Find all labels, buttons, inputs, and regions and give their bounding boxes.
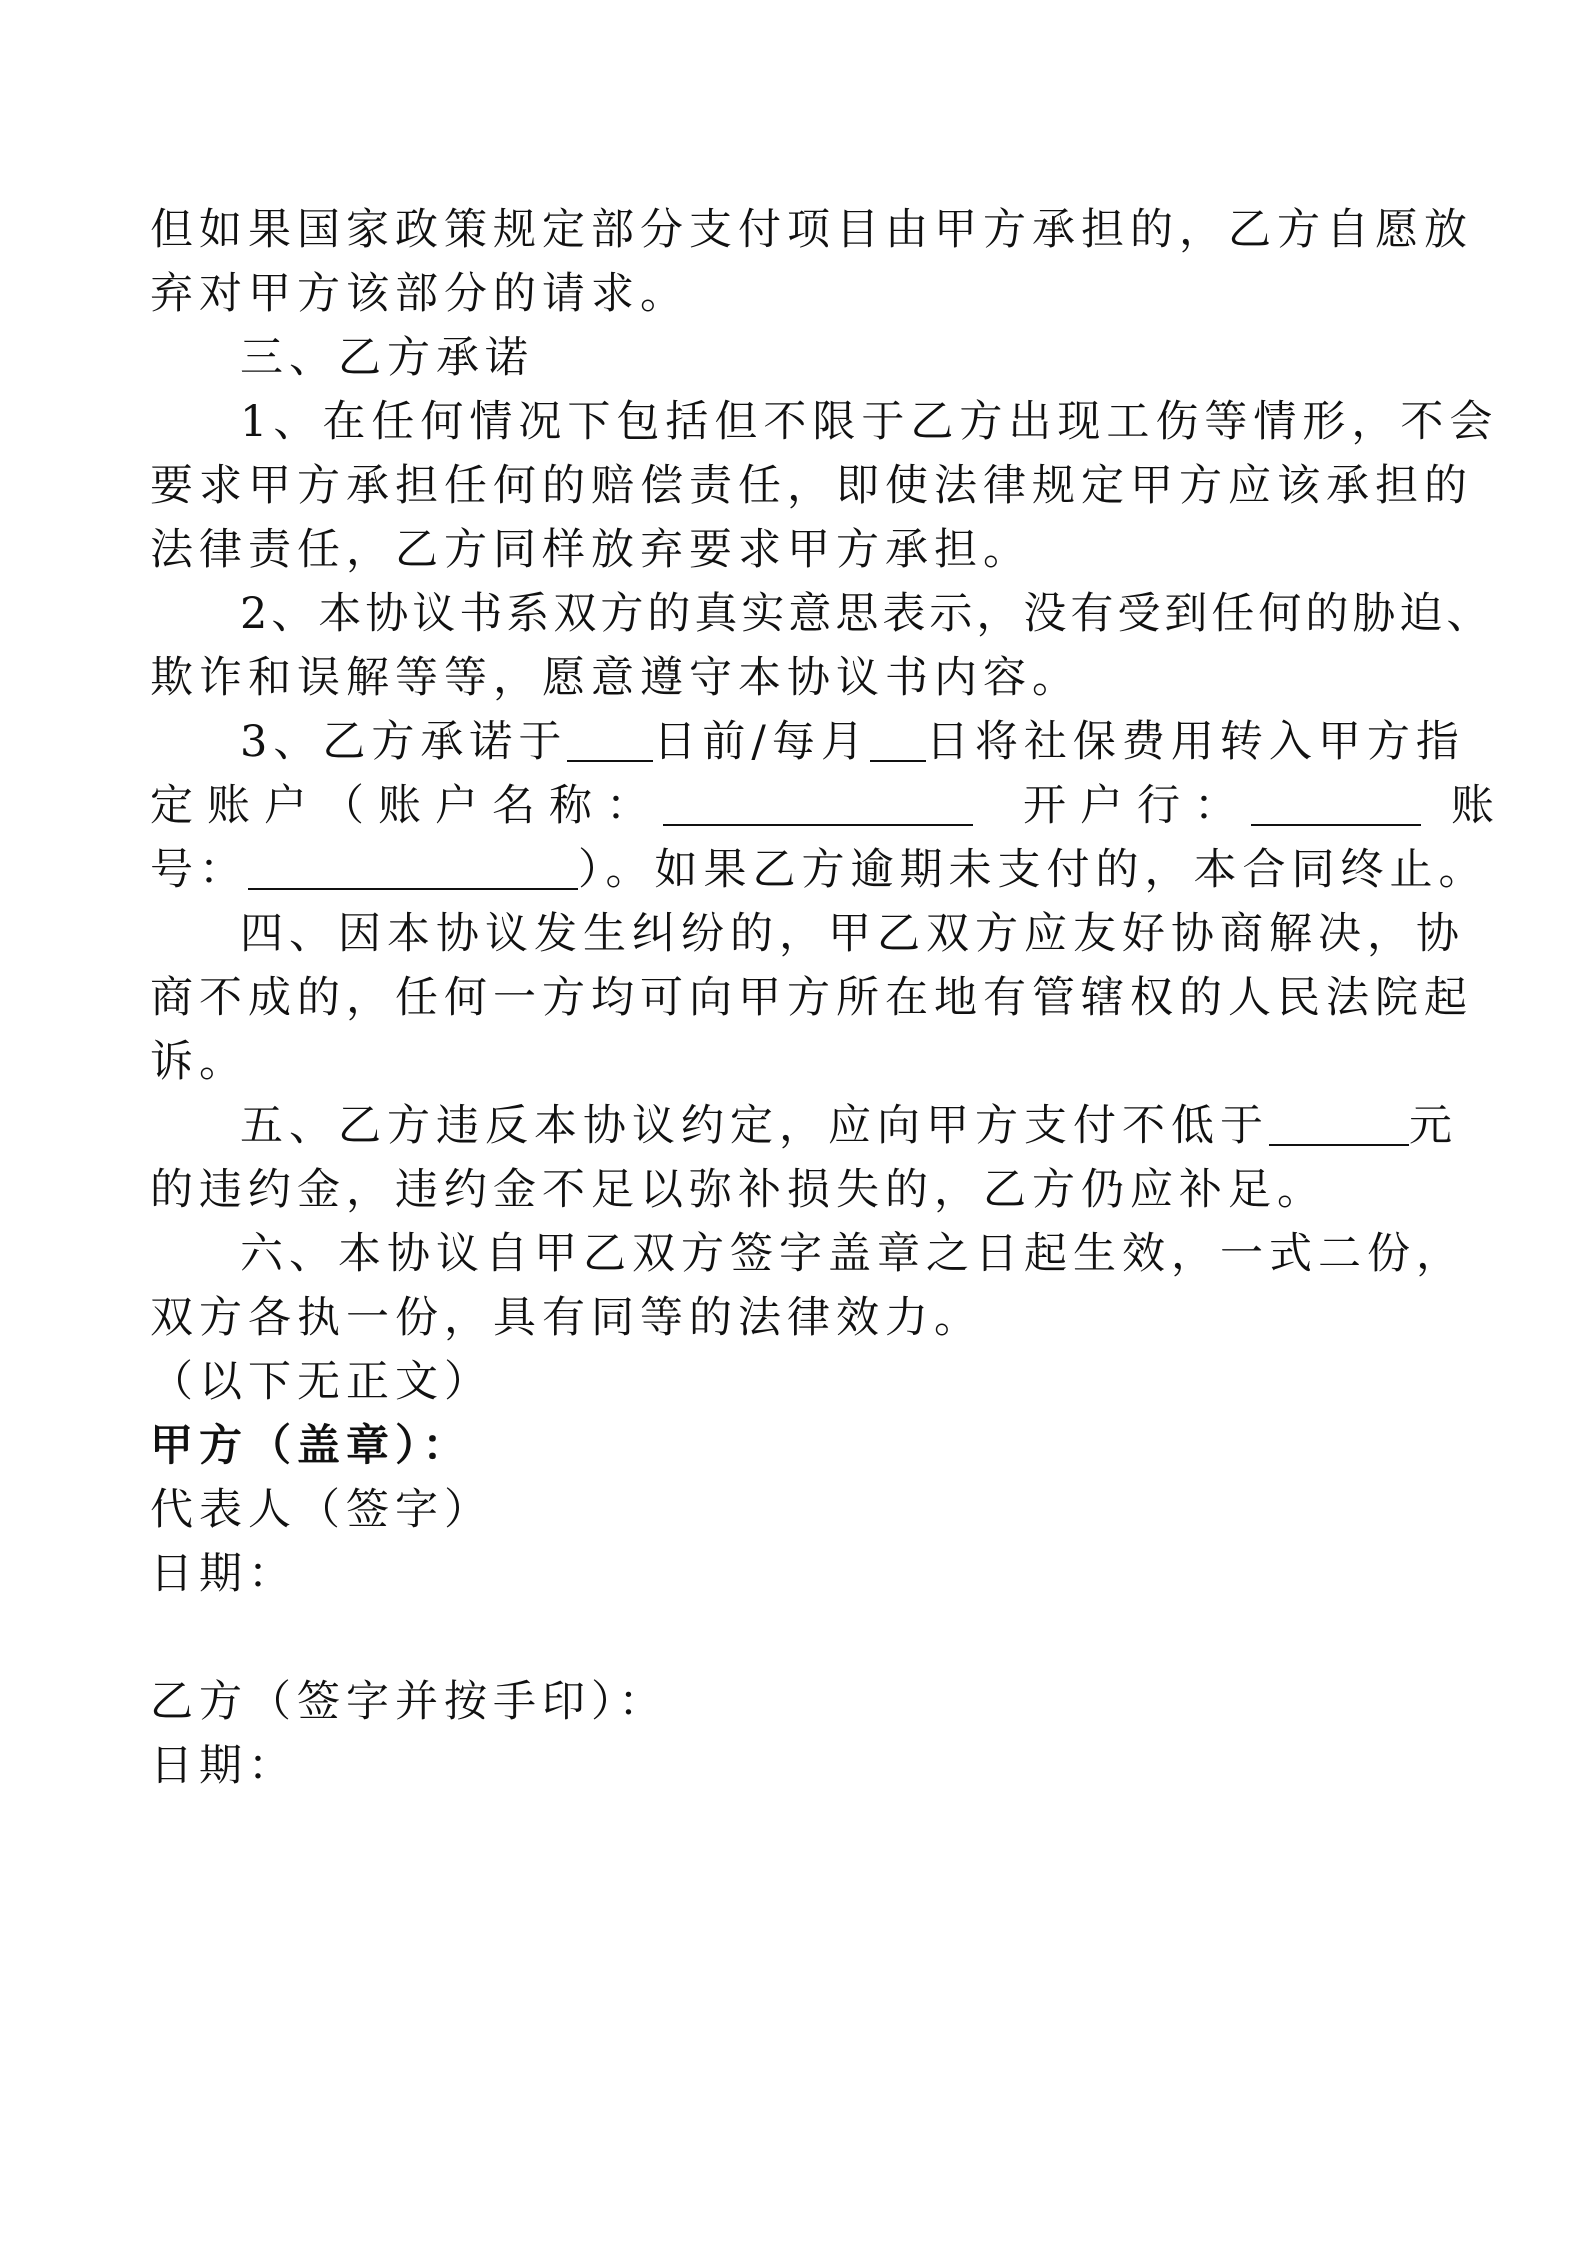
party-a-seal-label: 甲方（盖章）： xyxy=(150,1421,472,1471)
text-segment: 定账户（账户名称： xyxy=(150,781,663,831)
paragraph-line: 六、本协议自甲乙双方签字盖章之日起生效，一式二份， xyxy=(240,1229,1465,1279)
blank-field-day xyxy=(870,720,926,762)
paragraph-line: 欺诈和误解等等，愿意遵守本协议书内容。 xyxy=(150,653,1081,703)
paragraph-line: 的违约金，违约金不足以弥补损失的，乙方仍应补足。 xyxy=(150,1165,1326,1215)
paragraph-line: 1、在任何情况下包括但不限于乙方出现工伤等情形，不会 xyxy=(240,397,1499,447)
paragraph-line: 法律责任，乙方同样放弃要求甲方承担。 xyxy=(150,525,1032,575)
text-segment: 号： xyxy=(150,845,248,895)
blank-field-account-name xyxy=(663,784,973,826)
paragraph-line: 弃对甲方该部分的请求。 xyxy=(150,269,689,319)
section-heading: 三、乙方承诺 xyxy=(240,333,534,383)
no-further-text-note: （以下无正文） xyxy=(150,1357,493,1407)
party-b-date-label: 日期： xyxy=(150,1741,297,1791)
paragraph-line: 双方各执一份，具有同等的法律效力。 xyxy=(150,1293,983,1343)
paragraph-line: 诉。 xyxy=(150,1037,248,1087)
paragraph-line: 四、因本协议发生纠纷的，甲乙双方应友好协商解决，协 xyxy=(240,909,1465,959)
text-segment: ）。如果乙方逾期未支付的，本合同终止。 xyxy=(578,845,1488,895)
text-segment: 元 xyxy=(1409,1101,1458,1151)
text-segment: 日将社保费用转入甲方指 xyxy=(925,717,1465,767)
text-segment: 五、乙方违反本协议约定，应向甲方支付不低于 xyxy=(240,1101,1269,1151)
paragraph-line xyxy=(150,838,1488,902)
blank-field-bank xyxy=(1251,784,1421,826)
text-segment: 账 xyxy=(1451,781,1508,831)
paragraph-line xyxy=(150,774,1508,838)
text-segment: 日前/每月 xyxy=(653,717,870,767)
paragraph-line: 2、本协议书系双方的真实意思表示，没有受到任何的胁迫、 xyxy=(240,589,1494,639)
paragraph-line: 商不成的，任何一方均可向甲方所在地有管辖权的人民法院起 xyxy=(150,973,1473,1023)
paragraph-line: 要求甲方承担任何的赔偿责任，即使法律规定甲方应该承担的 xyxy=(150,461,1473,511)
representative-signature-label: 代表人（签字） xyxy=(150,1485,493,1535)
blank-field-date xyxy=(567,720,653,762)
paragraph-line xyxy=(240,710,1540,774)
blank-field-penalty xyxy=(1269,1104,1409,1146)
paragraph-line xyxy=(240,1094,1540,1158)
party-b-signature-label: 乙方（签字并按手印）： xyxy=(150,1677,668,1727)
party-a-date-label: 日期： xyxy=(150,1549,297,1599)
text-segment: 开户行： xyxy=(1023,781,1251,831)
blank-field-account-number xyxy=(248,848,578,890)
text-segment: 3、乙方承诺于 xyxy=(240,717,568,767)
paragraph-line: 但如果国家政策规定部分支付项目由甲方承担的，乙方自愿放 xyxy=(150,205,1473,255)
